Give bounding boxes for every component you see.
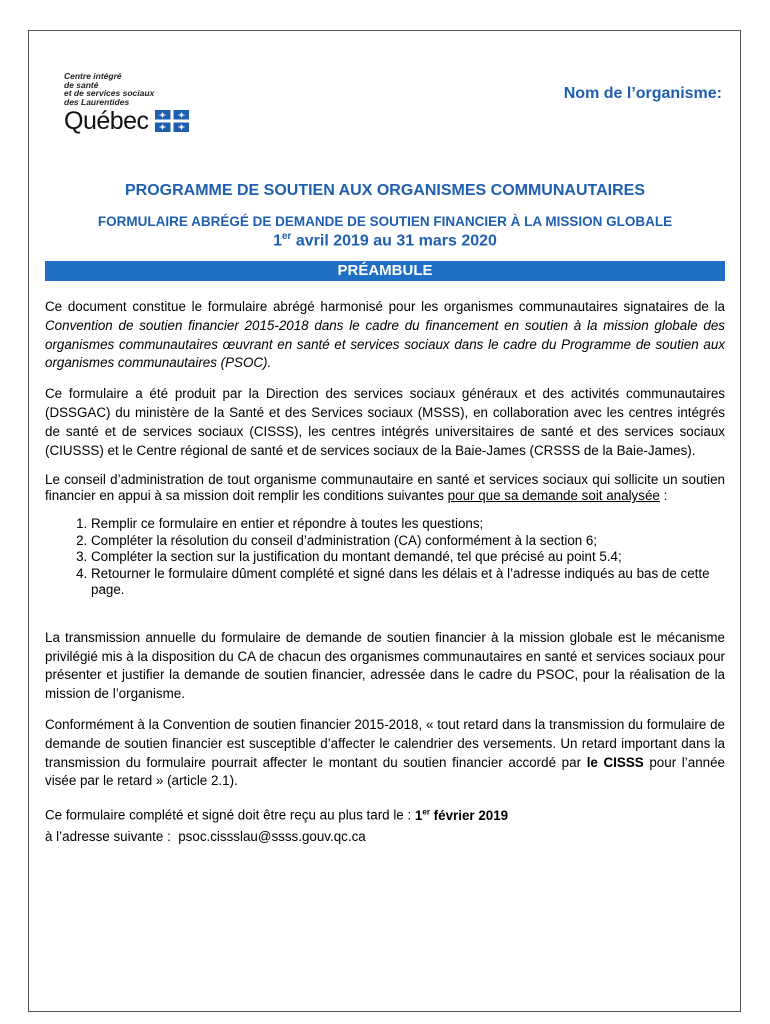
paragraph-2: Ce formulaire a été produit par la Direction des services sociaux généraux et des activités communautaires (DSSGAC) du ministère de la Santé et des Services sociaux (MSSS), en collaboration avec les centres intégrés de santé et de services sociaux (CISSS), les centres intégrés universitaires de santé et des services sociaux (CIUSSS) et le Centre régional de santé et de services sociaux de la Baie-James (CRSSS de la Baie-James). <box>45 386 725 458</box>
p1-text: Ce document constitue le formulaire abrégé harmonisé pour les organismes communautaires signataires de la <box>45 299 725 314</box>
organization-name-label: Nom de l’organisme: <box>563 85 722 102</box>
deadline-label: Ce formulaire complété et signé doit être reçu au plus tard le : <box>45 807 415 823</box>
deadline-date: février 2019 <box>429 807 509 823</box>
logo-line-1: Centre intégré <box>64 71 122 81</box>
quebec-flag-icon <box>155 110 189 132</box>
address-label: à l’adresse suivante : <box>45 828 179 844</box>
deadline-day: 1 <box>414 807 423 823</box>
logo-line-3: et de services sociaux <box>64 88 155 99</box>
deadline-sup: er <box>422 807 430 817</box>
p3-text: Le conseil d’administration de tout organisme communautaire en santé et services sociaux qui sollicite un soutien financier en appui à sa mission doit remplir les conditions suivantes <box>45 472 725 504</box>
document-body <box>45 298 725 846</box>
p1-italic: Convention de soutien financier 2015-2018 dans le cadre du financement en soutien à la mission globale des organismes communautaires œuvrant en santé et services sociaux dans le cadre du Programme de soutien aux organismes communautaires (PSOC). <box>45 317 725 371</box>
date-sup: er <box>281 231 292 242</box>
logo-line-4: des Laurentides <box>64 96 130 107</box>
period-dates <box>0 231 770 250</box>
p5-bold: le CISSS <box>586 754 644 770</box>
form-title: FORMULAIRE ABRÉGÉ DE DEMANDE DE SOUTIEN FINANCIER À LA MISSION GLOBALE <box>97 214 673 229</box>
p5-text: Conformément à la Convention de soutien financier 2015-2018, « tout retard dans la transmission du formulaire de demande de soutien financier est susceptible d’affecter le calendrier des versements. Un retard important dans la transmission du formulaire pourrait affecter le montant du soutien financier accordé par <box>45 717 725 770</box>
paragraph-5 <box>45 716 725 791</box>
p3-underline: pour que sa demande soit analysée <box>447 488 660 504</box>
list-item: 1. Remplir ce formulaire en entier et répondre à toutes les questions; <box>91 516 725 533</box>
paragraph-4: La transmission annuelle du formulaire de demande de soutien financier à la mission globale est le mécanisme privilégié mis à la disposition du CA de chacun des organismes communautaires en santé et services sociaux pour présenter et justifier la demande de soutien financier, adressée dans le cadre du PSOC, pour la réalisation de la mission de l’organisme. <box>45 629 725 702</box>
list-item: 3. Compléter la section sur la justification du montant demandé, tel que précisé au point 5.4; <box>91 549 725 566</box>
date-day: 1 <box>273 232 282 250</box>
deadline-line <box>45 803 725 825</box>
program-title: PROGRAMME DE SOUTIEN AUX ORGANISMES COMMUNAUTAIRES <box>124 182 645 199</box>
quebec-wordmark: Québec <box>64 107 149 136</box>
logo-text <box>64 72 189 106</box>
address-line <box>45 828 725 847</box>
p3-end: : <box>659 488 668 504</box>
date-rest: avril 2019 au 31 mars 2020 <box>291 232 497 250</box>
list-item: 4. Retourner le formulaire dûment complété et signé dans les délais et à l’adresse indiqués au bas de cette page. <box>91 566 725 599</box>
submission-email[interactable]: psoc.cissslau@ssss.gouv.qc.ca <box>178 828 366 844</box>
logo-line-2: de santé <box>64 79 99 90</box>
list-item: 2. Compléter la résolution du conseil d’administration (CA) conformément à la section 6; <box>91 533 725 550</box>
cisss-logo <box>64 72 189 135</box>
preamble-banner: PRÉAMBULE <box>45 261 725 281</box>
conditions-list <box>45 516 725 599</box>
paragraph-3 <box>45 472 725 504</box>
paragraph-1 <box>45 298 725 373</box>
p5-end: pour l’année visée par le retard » (article 2.1). <box>45 754 725 789</box>
